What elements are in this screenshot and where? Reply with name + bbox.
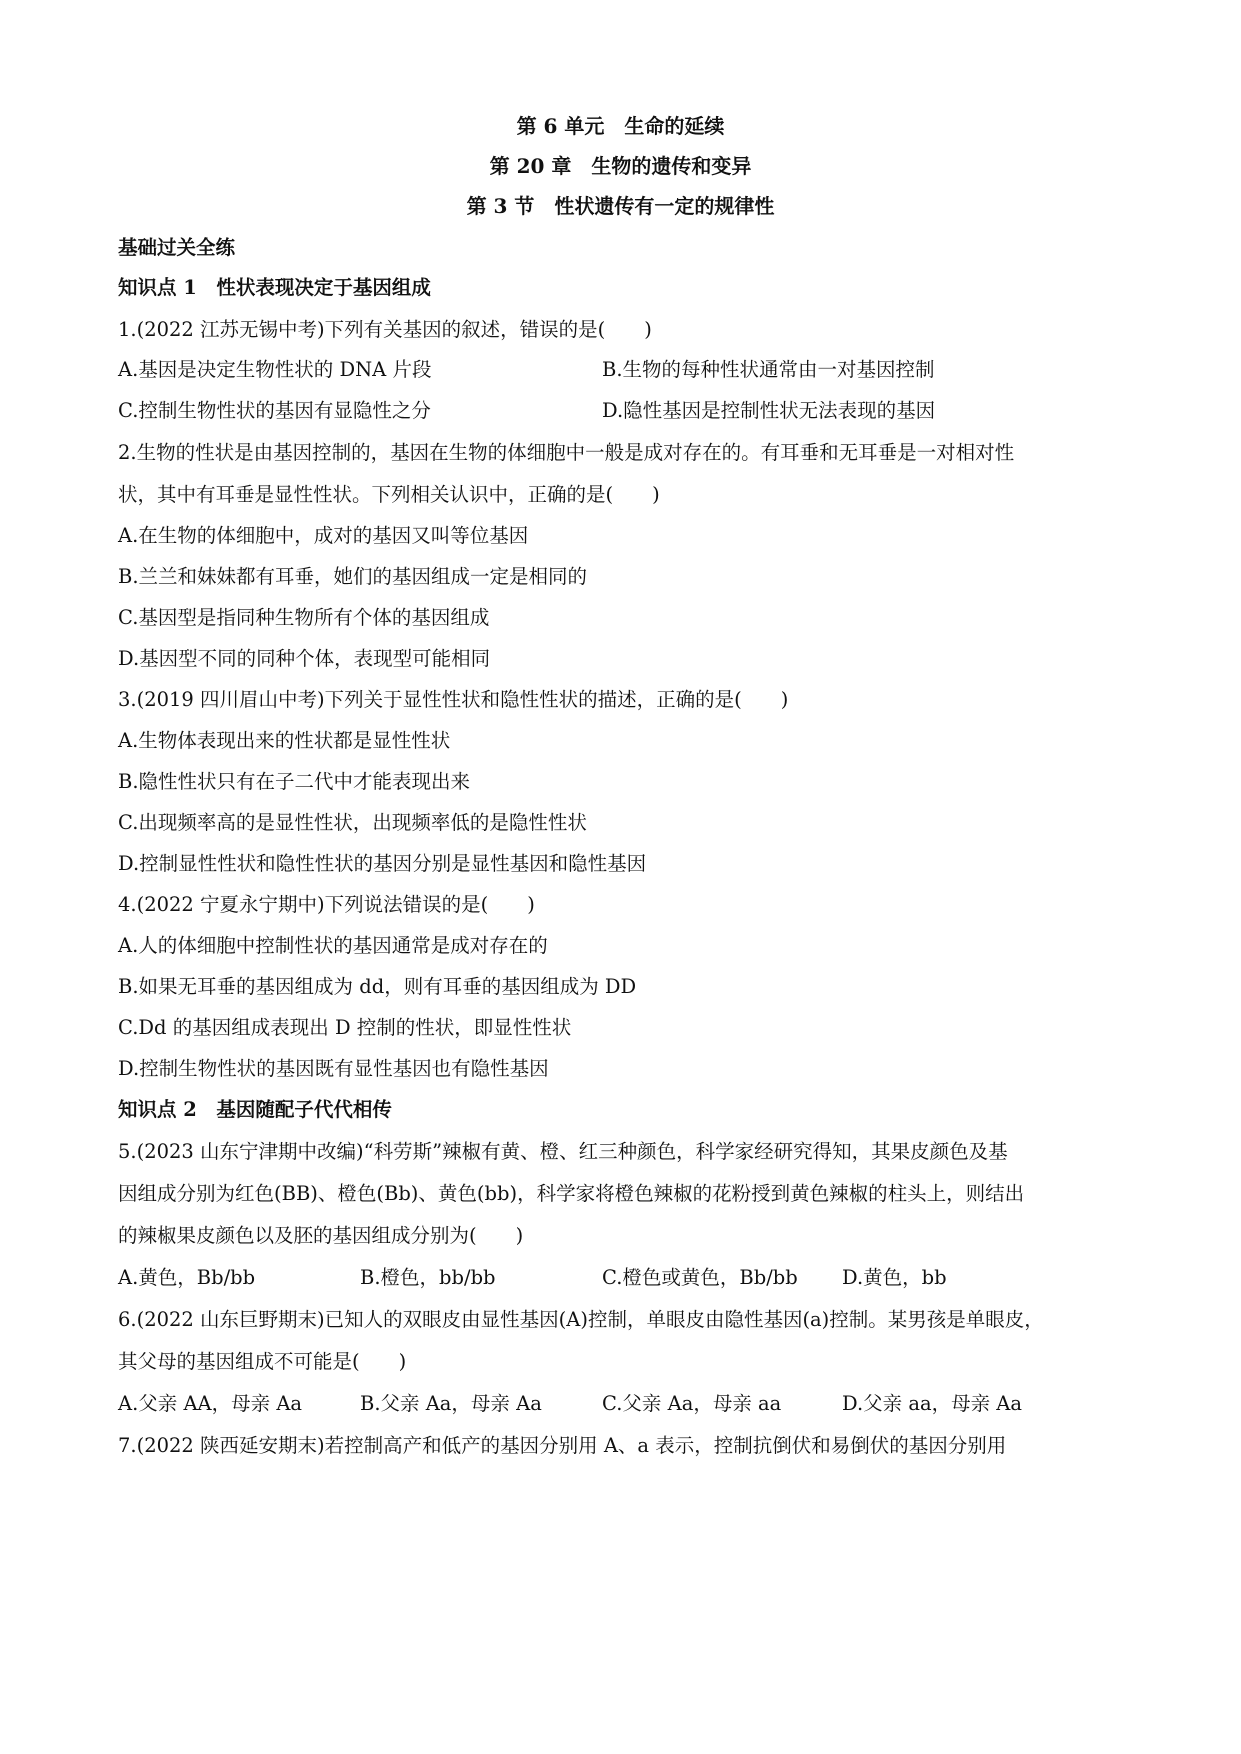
question-7-stem-line-1: 7.(2022 陕西延安期末)若控制高产和低产的基因分别用 A、a 表示，控制抗倒伏和易倒伏的基因分别用 [118,1434,1007,1457]
chapter-title: 第 20 章 生物的遗传和变异 [489,154,752,178]
question-3-stem: 3.(2019 四川眉山中考)下列关于显性性状和隐性性状的描述，正确的是( ) [118,688,789,711]
question-2-option-c: C.基因型是指同种生物所有个体的基因组成 [118,606,490,629]
question-4-option-c: C.Dd 的基因组成表现出 D 控制的性状，即显性性状 [118,1016,572,1039]
question-1-option-b: B.生物的每种性状通常由一对基因控制 [602,358,935,381]
question-1-stem: 1.(2022 江苏无锡中考)下列有关基因的叙述，错误的是( ) [118,318,652,341]
question-5-option-c: C.橙色或黄色，Bb/bb [602,1266,798,1289]
knowledge-point-1: 知识点 1 性状表现决定于基因组成 [118,276,431,299]
question-6-option-d: D.父亲 aa，母亲 Aa [842,1392,1022,1415]
section-title: 第 3 节 性状遗传有一定的规律性 [466,194,775,218]
question-5-stem-line-3: 的辣椒果皮颜色以及胚的基因组成分别为( ) [118,1224,524,1247]
question-3-option-b: B.隐性性状只有在子二代中才能表现出来 [118,770,471,793]
question-6-option-a: A.父亲 AA，母亲 Aa [118,1392,303,1415]
unit-title: 第 6 单元 生命的延续 [516,114,725,138]
question-5-stem-line-2: 因组成分别为红色(BB)、橙色(Bb)、黄色(bb)，科学家将橙色辣椒的花粉授到黄色辣椒的柱头上，则结出 [118,1182,1025,1205]
question-4-option-a: A.人的体细胞中控制性状的基因通常是成对存在的 [118,934,548,957]
question-3-option-c: C.出现频率高的是显性性状，出现频率低的是隐性性状 [118,811,587,834]
part-title: 基础过关全练 [118,236,236,259]
question-5-stem-line-1: 5.(2023 山东宁津期中改编)“科劳斯”辣椒有黄、橙、红三种颜色，科学家经研究得知，其果皮颜色及基 [118,1140,1008,1163]
question-6-stem-line-1: 6.(2022 山东巨野期末)已知人的双眼皮由显性基因(A)控制，单眼皮由隐性基因(a)控制。某男孩是单眼皮， [118,1308,1044,1331]
question-1-option-c: C.控制生物性状的基因有显隐性之分 [118,399,431,422]
knowledge-point-2: 知识点 2 基因随配子代代相传 [118,1098,392,1121]
question-1-option-a: A.基因是决定生物性状的 DNA 片段 [118,358,432,381]
question-5-option-d: D.黄色，bb [842,1266,947,1289]
question-6-stem-line-2: 其父母的基因组成不可能是( ) [118,1350,407,1373]
question-3-option-d: D.控制显性性状和隐性性状的基因分别是显性基因和隐性基因 [118,852,647,875]
question-4-option-d: D.控制生物性状的基因既有显性基因也有隐性基因 [118,1057,549,1080]
question-1-option-d: D.隐性基因是控制性状无法表现的基因 [602,399,936,422]
question-6-option-c: C.父亲 Aa，母亲 aa [602,1392,782,1415]
question-4-stem: 4.(2022 宁夏永宁期中)下列说法错误的是( ) [118,893,535,916]
question-5-option-a: A.黄色，Bb/bb [118,1266,256,1289]
question-5-option-b: B.橙色，bb/bb [360,1266,496,1289]
question-2-option-d: D.基因型不同的同种个体，表现型可能相同 [118,647,491,670]
question-2-stem-line-1: 2.生物的性状是由基因控制的，基因在生物的体细胞中一般是成对存在的。有耳垂和无耳垂是一对相对性 [118,441,1015,464]
question-3-option-a: A.生物体表现出来的性状都是显性性状 [118,729,451,752]
question-4-option-b: B.如果无耳垂的基因组成为 dd，则有耳垂的基因组成为 DD [118,975,637,998]
question-6-option-b: B.父亲 Aa，母亲 Aa [360,1392,542,1415]
question-2-option-b: B.兰兰和妹妹都有耳垂，她们的基因组成一定是相同的 [118,565,588,588]
question-2-option-a: A.在生物的体细胞中，成对的基因又叫等位基因 [118,524,529,547]
question-2-stem-line-2: 状，其中有耳垂是显性性状。下列相关认识中，正确的是( ) [118,483,660,506]
